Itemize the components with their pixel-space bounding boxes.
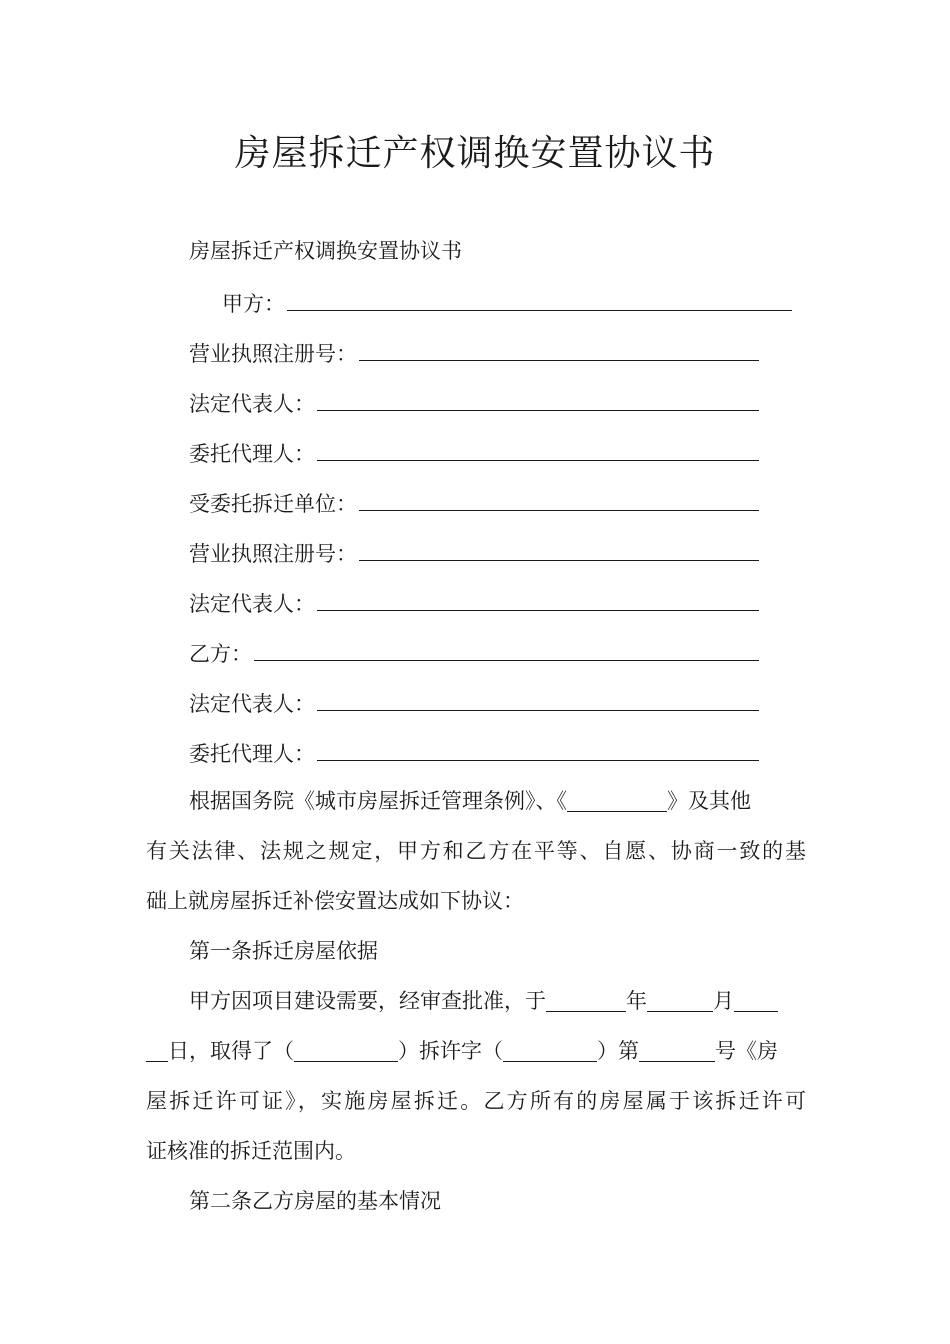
para1-line3: 础上就房屋拆迁补偿安置达成如下协议： bbox=[146, 889, 524, 913]
regulation-name-blank[interactable] bbox=[567, 789, 667, 812]
month-blank[interactable] bbox=[647, 989, 713, 1012]
legal-rep-field-3 bbox=[189, 686, 759, 716]
party-a-field bbox=[222, 286, 792, 316]
party-b-blank[interactable] bbox=[254, 636, 759, 661]
field-label: 法定代表人： bbox=[189, 592, 315, 616]
party-a-blank[interactable] bbox=[287, 286, 792, 311]
para-text: ）拆许字（ bbox=[398, 1039, 503, 1063]
para-text: 根据国务院《城市房屋拆迁管理条例》、《 bbox=[189, 789, 567, 813]
article-1-heading: 第一条拆迁房屋依据 bbox=[189, 939, 378, 963]
license-number-blank-2[interactable] bbox=[359, 536, 759, 561]
field-label: 乙方： bbox=[189, 642, 252, 666]
field-label: 营业执照注册号： bbox=[189, 342, 357, 366]
demolition-unit-field bbox=[189, 486, 759, 516]
para2-line2 bbox=[146, 1036, 806, 1066]
para-text: 月 bbox=[713, 989, 734, 1013]
party-b-field bbox=[189, 636, 759, 666]
field-label: 委托代理人： bbox=[189, 742, 315, 766]
day-blank-part2[interactable] bbox=[146, 1039, 168, 1062]
para2-line1 bbox=[189, 986, 806, 1016]
agent-blank[interactable] bbox=[317, 436, 759, 461]
article-2-heading: 第二条乙方房屋的基本情况 bbox=[189, 1189, 441, 1213]
permit-number-blank[interactable] bbox=[639, 1039, 715, 1062]
para-text: 甲方因项目建设需要，经审查批准，于 bbox=[189, 989, 546, 1013]
para-text: ）第 bbox=[597, 1039, 639, 1063]
agent-field-2 bbox=[189, 736, 759, 766]
document-title: 房屋拆迁产权调换安置协议书 bbox=[234, 133, 716, 174]
license-number-blank[interactable] bbox=[359, 336, 759, 361]
para2-line4: 证核准的拆迁范围内。 bbox=[146, 1139, 356, 1163]
license-number-field-2 bbox=[189, 536, 759, 566]
field-label: 法定代表人： bbox=[189, 692, 315, 716]
para1-line1 bbox=[189, 786, 806, 816]
field-label: 委托代理人： bbox=[189, 442, 315, 466]
year-blank[interactable] bbox=[546, 989, 626, 1012]
para-text: 号《房 bbox=[715, 1039, 778, 1063]
field-label: 受委托拆迁单位： bbox=[189, 492, 357, 516]
document-subtitle: 房屋拆迁产权调换安置协议书 bbox=[189, 239, 462, 263]
legal-rep-blank-2[interactable] bbox=[317, 586, 759, 611]
permit-year-blank[interactable] bbox=[503, 1039, 597, 1062]
day-blank-part1[interactable] bbox=[734, 989, 778, 1012]
legal-rep-blank-3[interactable] bbox=[317, 686, 759, 711]
agent-field bbox=[189, 436, 759, 466]
legal-rep-blank[interactable] bbox=[317, 386, 759, 411]
field-label: 营业执照注册号： bbox=[189, 542, 357, 566]
field-label: 法定代表人： bbox=[189, 392, 315, 416]
field-label: 甲方： bbox=[222, 292, 285, 316]
para2-line3: 屋拆迁许可证》，实施房屋拆迁。乙方所有的房屋属于该拆迁许可 bbox=[146, 1089, 806, 1113]
para1-line2: 有关法律、法规之规定，甲方和乙方在平等、自愿、协商一致的基 bbox=[146, 839, 806, 863]
license-number-field bbox=[189, 336, 759, 366]
agent-blank-2[interactable] bbox=[317, 736, 759, 761]
demolition-unit-blank[interactable] bbox=[359, 486, 759, 511]
permit-prefix-blank[interactable] bbox=[294, 1039, 398, 1062]
para-text: 年 bbox=[626, 989, 647, 1013]
para-text: 日，取得了（ bbox=[168, 1039, 294, 1063]
legal-rep-field-2 bbox=[189, 586, 759, 616]
para-text: 》及其他 bbox=[667, 789, 751, 813]
legal-rep-field bbox=[189, 386, 759, 416]
